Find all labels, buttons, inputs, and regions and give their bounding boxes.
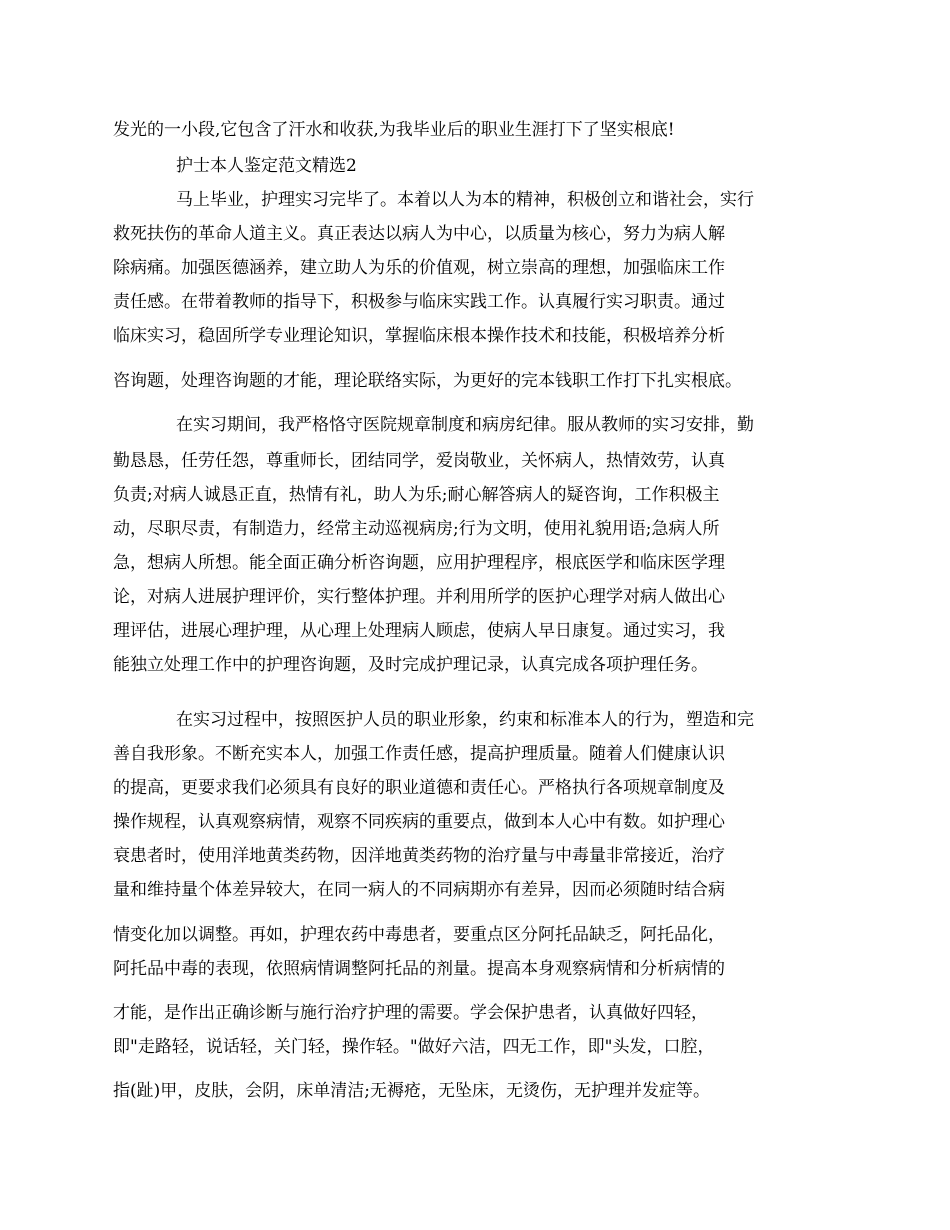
text-line: 情变化加以调整。再如，护理农药中毒患者，要重点区分阿托品缺乏，阿托品化，: [113, 925, 725, 945]
text-line: 动，尽职尽责，有制造力，经常主动巡视病房;行为文明，使用礼貌用语;急病人所: [113, 519, 720, 539]
text-line: 善自我形象。不断充实本人，加强工作责任感，提高护理质量。随着人们健康认识: [113, 744, 725, 764]
text-line: 咨询题，处理咨询题的才能，理论联络实际，为更好的完本钱职工作打下扎实根底。: [113, 371, 742, 391]
text-line: 理评估，进展心理护理，从心理上处理病人顾虑，使病人早日康复。通过实习，我: [113, 621, 725, 641]
text-line: 衰患者时，使用洋地黄类药物，因洋地黄类药物的治疗量与中毒量非常接近，治疗: [113, 846, 725, 866]
text-line: 勤恳恳，任劳任怨，尊重师长，团结同学，爱岗敬业，关怀病人，热情效劳，认真: [113, 451, 725, 471]
text-line: 即"走路轻，说话轻，关门轻，操作轻。"做好六洁，四无工作，即"头发，口腔，: [113, 1037, 715, 1057]
text-line: 指(趾)甲，皮肤，会阴，床单清洁;无褥疮，无坠床，无烫伤，无护理并发症等。: [113, 1081, 710, 1101]
text-line: 阿托品中毒的表现，依照病情调整阿托品的剂量。提高本身观察病情和分析病情的: [113, 959, 725, 979]
text-line: 在实习期间，我严格恪守医院规章制度和病房纪律。服从教师的实习安排，勤: [176, 415, 754, 435]
section-heading: 护士本人鉴定范文精选2: [176, 156, 357, 176]
text-line: 急，想病人所想。能全面正确分析咨询题，应用护理程序，根底医学和临床医学理: [113, 553, 725, 573]
text-line: 救死扶伤的革命人道主义。真正表达以病人为中心，以质量为核心，努力为病人解: [113, 224, 725, 244]
text-line: 临床实习，稳固所学专业理论知识，掌握临床根本操作技术和技能，积极培养分析: [113, 326, 725, 346]
text-line: 马上毕业，护理实习完毕了。本着以人为本的精神，积极创立和谐社会，实行: [176, 190, 754, 210]
text-line: 能独立处理工作中的护理咨询题，及时完成护理记录，认真完成各项护理任务。: [113, 655, 708, 675]
text-line: 责任感。在带着教师的指导下，积极参与临床实践工作。认真履行实习职责。通过: [113, 292, 725, 312]
text-line: 负责;对病人诚恳正直，热情有礼，助人为乐;耐心解答病人的疑咨询，工作积极主: [113, 485, 720, 505]
text-line: 除病痛。加强医德涵养，建立助人为乐的价值观，树立崇高的理想，加强临床工作: [113, 258, 725, 278]
text-line: 操作规程，认真观察病情，观察不同疾病的重要点，做到本人心中有数。如护理心: [113, 812, 725, 832]
text-line: 才能，是作出正确诊断与施行治疗护理的需要。学会保护患者，认真做好四轻，: [113, 1003, 708, 1023]
text-line: 发光的一小段,它包含了汗水和收获,为我毕业后的职业生涯打下了坚实根底!: [113, 120, 675, 140]
text-line: 的提高，更要求我们必须具有良好的职业道德和责任心。严格执行各项规章制度及: [113, 778, 725, 798]
text-line: 论，对病人进展护理评价，实行整体护理。并利用所学的医护心理学对病人做出心: [113, 587, 725, 607]
text-line: 在实习过程中，按照医护人员的职业形象，约束和标准本人的行为，塑造和完: [176, 710, 754, 730]
text-line: 量和维持量个体差异较大，在同一病人的不同病期亦有差异，因而必须随时结合病: [113, 880, 725, 900]
